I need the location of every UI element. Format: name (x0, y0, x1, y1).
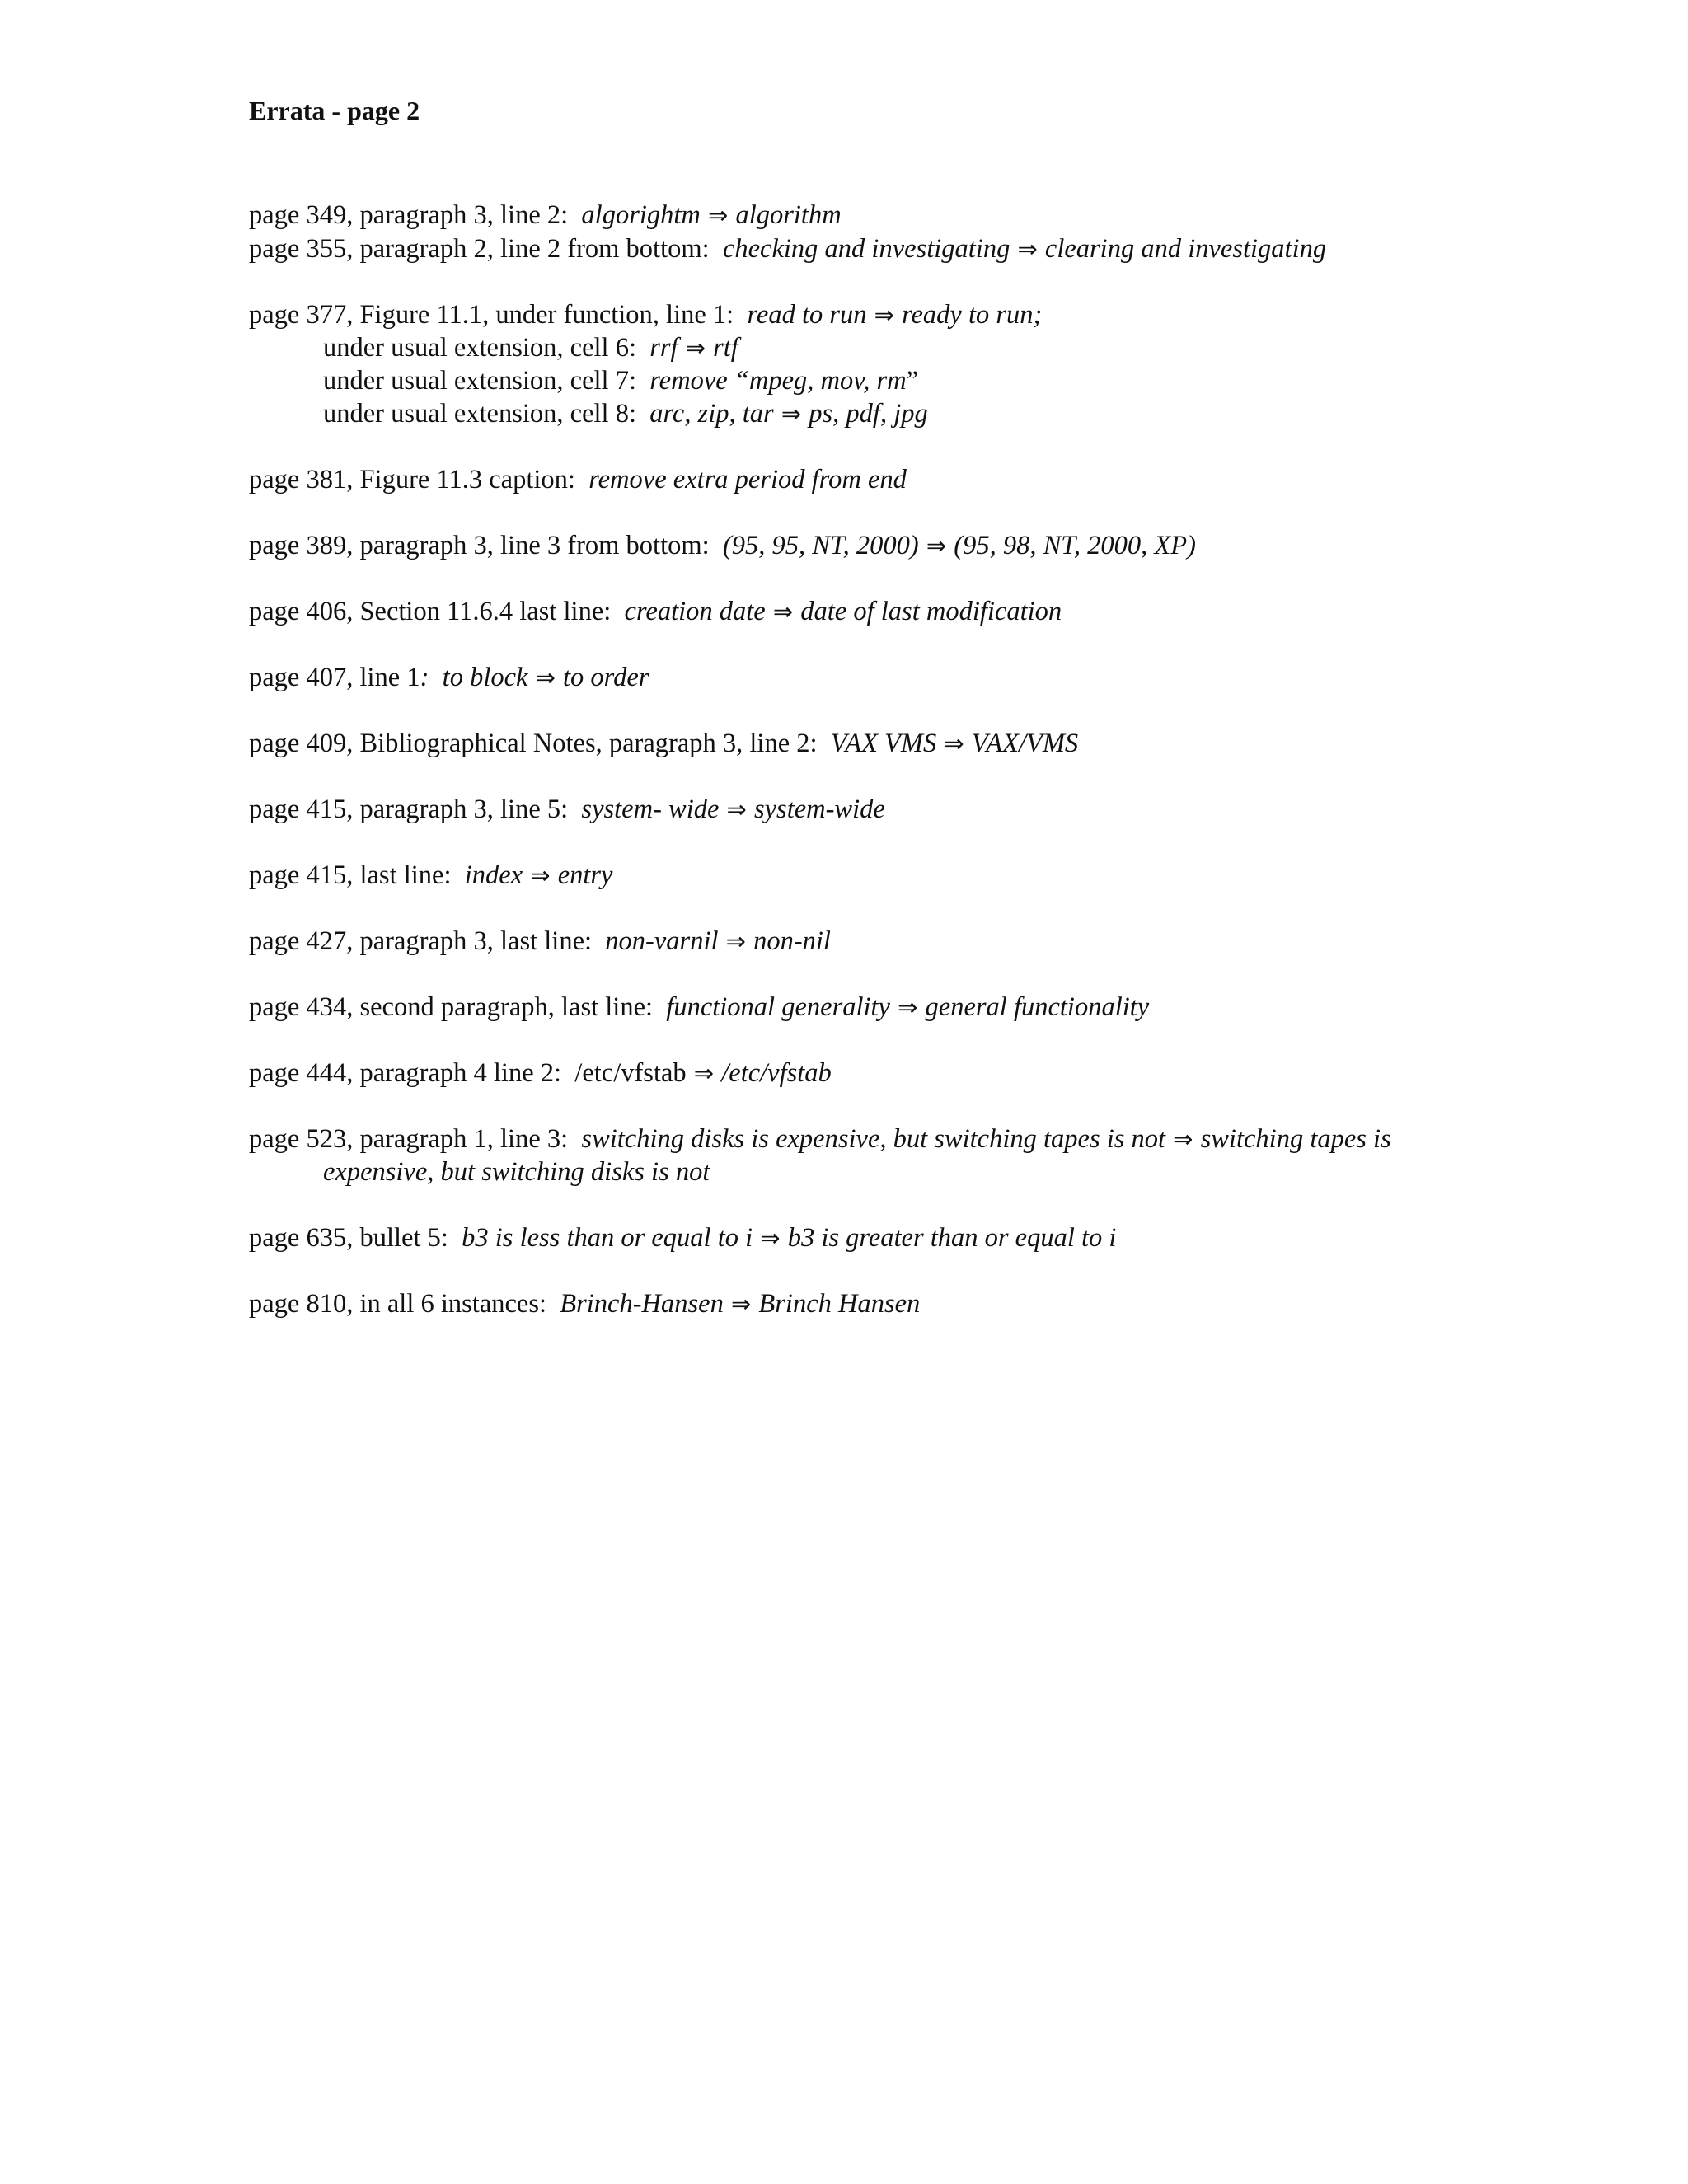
errata-entry (249, 1291, 920, 1318)
entry-old-text: algorightm (581, 200, 701, 230)
replace-arrow-icon: ⇒ (535, 663, 556, 691)
errata-entry (249, 928, 831, 955)
replace-arrow-icon: ⇒ (530, 861, 551, 889)
errata-entry (249, 730, 1078, 757)
errata-subentry (323, 368, 918, 395)
entry-new-text: entry (557, 860, 613, 890)
entry-location: under usual extension, cell 8: (323, 399, 636, 429)
entry-location: page 434, second paragraph, last line: (249, 992, 654, 1022)
entry-location: page 389, paragraph 3, line 3 from bottom: (249, 531, 710, 560)
entry-old-text: checking and investigating (722, 234, 1010, 264)
errata-entry (249, 796, 885, 823)
errata-entry (249, 202, 842, 229)
entry-new-text: ready to run; (902, 300, 1043, 330)
entry-old-text: to block (442, 663, 528, 692)
replace-arrow-icon: ⇒ (944, 729, 964, 757)
errata-entry (249, 994, 1149, 1021)
entry-old-text: (95, 95, NT, 2000) (722, 531, 919, 560)
entry-old-text: read to run (747, 300, 867, 330)
entry-old-text: VAX VMS (830, 729, 937, 758)
entry-old-text: rrf (649, 333, 678, 363)
entry-new-text: clearing and investigating (1044, 234, 1327, 264)
entry-new-text: general functionality (925, 992, 1150, 1022)
errata-subentry (323, 401, 928, 428)
entry-location: page 349, paragraph 3, line 2: (249, 200, 569, 230)
entry-location: page 415, paragraph 3, line 5: (249, 794, 569, 824)
entry-old-text: system- wide (581, 794, 720, 824)
entry-new-text: Brinch Hansen (758, 1289, 921, 1319)
entry-old-text: Brinch-Hansen (560, 1289, 724, 1319)
entry-new-text: (95, 98, NT, 2000, XP) (954, 531, 1196, 560)
entry-location: page 415, last line: (249, 860, 452, 890)
entry-location: page 810, in all 6 instances: (249, 1289, 547, 1319)
errata-entry (249, 1060, 832, 1087)
entry-location: page 409, Bibliographical Notes, paragraph 3, line 2: (249, 729, 818, 758)
entry-new-text: algorithm (735, 200, 842, 230)
entry-old-text: functional generality (666, 992, 890, 1022)
errata-entry-continuation (323, 1159, 710, 1186)
entry-old-text: arc, zip, tar (649, 399, 774, 429)
entry-location: under usual extension, cell 6: (323, 333, 636, 363)
entry-instruction: remove extra period from end (588, 465, 907, 494)
errata-subentry (323, 335, 738, 362)
entry-location: page 406, Section 11.6.4 last line: (249, 597, 612, 626)
errata-entry (249, 664, 649, 691)
replace-arrow-icon: ⇒ (760, 1224, 781, 1252)
entry-location: page 427, paragraph 3, last line: (249, 926, 593, 956)
entry-old-text: b3 is less than or equal to i (462, 1223, 753, 1253)
replace-arrow-icon: ⇒ (1173, 1125, 1193, 1153)
entry-new-text: to order (563, 663, 649, 692)
entry-old-text: switching disks is expensive, but switching tapes is not (581, 1124, 1166, 1154)
errata-entry (249, 598, 1062, 626)
entry-old-text: /etc/vfstab (574, 1058, 687, 1088)
entry-old-text: index (464, 860, 523, 890)
entry-new-text: date of last modification (800, 597, 1062, 626)
replace-arrow-icon: ⇒ (726, 795, 747, 823)
replace-arrow-icon: ⇒ (708, 201, 729, 229)
replace-arrow-icon: ⇒ (685, 334, 706, 362)
entry-new-text: b3 is greater than or equal to i (787, 1223, 1117, 1253)
errata-entry (249, 1126, 1391, 1153)
entry-location: page 444, paragraph 4 line 2: (249, 1058, 562, 1088)
entry-new-text: /etc/vfstab (721, 1058, 832, 1088)
entry-new-text: switching tapes is (1200, 1124, 1391, 1154)
entry-location: page 635, bullet 5: (249, 1223, 448, 1253)
replace-arrow-icon: ⇒ (898, 993, 918, 1021)
entry-old-text: creation date (624, 597, 766, 626)
entry-new-text: VAX/VMS (971, 729, 1079, 758)
errata-entry (249, 1225, 1116, 1252)
entry-location: page 377, Figure 11.1, under function, line 1: (249, 300, 734, 330)
entry-new-text-continued: expensive, but switching disks is not (323, 1157, 710, 1187)
replace-arrow-icon: ⇒ (926, 532, 947, 560)
replace-arrow-icon: ⇒ (725, 927, 746, 955)
entry-new-text: system-wide (753, 794, 885, 824)
replace-arrow-icon: ⇒ (693, 1059, 715, 1087)
entry-closing-quote: ” (906, 366, 919, 396)
errata-entry (249, 236, 1326, 263)
entry-new-text: non-nil (753, 926, 831, 956)
errata-entry (249, 466, 907, 494)
replace-arrow-icon: ⇒ (1017, 235, 1038, 263)
replace-arrow-icon: ⇒ (874, 301, 894, 329)
entry-location: page 407, line 1 (249, 663, 420, 692)
entry-separator: : (420, 663, 429, 692)
entry-new-text: rtf (713, 333, 738, 363)
entry-location: page 523, paragraph 1, line 3: (249, 1124, 569, 1154)
replace-arrow-icon: ⇒ (781, 400, 802, 428)
errata-entry (249, 302, 1042, 329)
errata-entry (249, 862, 612, 889)
replace-arrow-icon: ⇒ (772, 598, 794, 626)
entry-new-text: ps, pdf, jpg (809, 399, 928, 429)
entry-old-text: non-varnil (605, 926, 719, 956)
errata-entry (249, 532, 1196, 560)
page-title: Errata - page 2 (249, 96, 420, 125)
entry-location: page 355, paragraph 2, line 2 from bottom: (249, 234, 710, 264)
replace-arrow-icon: ⇒ (730, 1290, 752, 1318)
entry-location: page 381, Figure 11.3 caption: (249, 465, 575, 494)
entry-instruction: remove “mpeg, mov, rm (649, 366, 907, 396)
entry-location: under usual extension, cell 7: (323, 366, 636, 396)
